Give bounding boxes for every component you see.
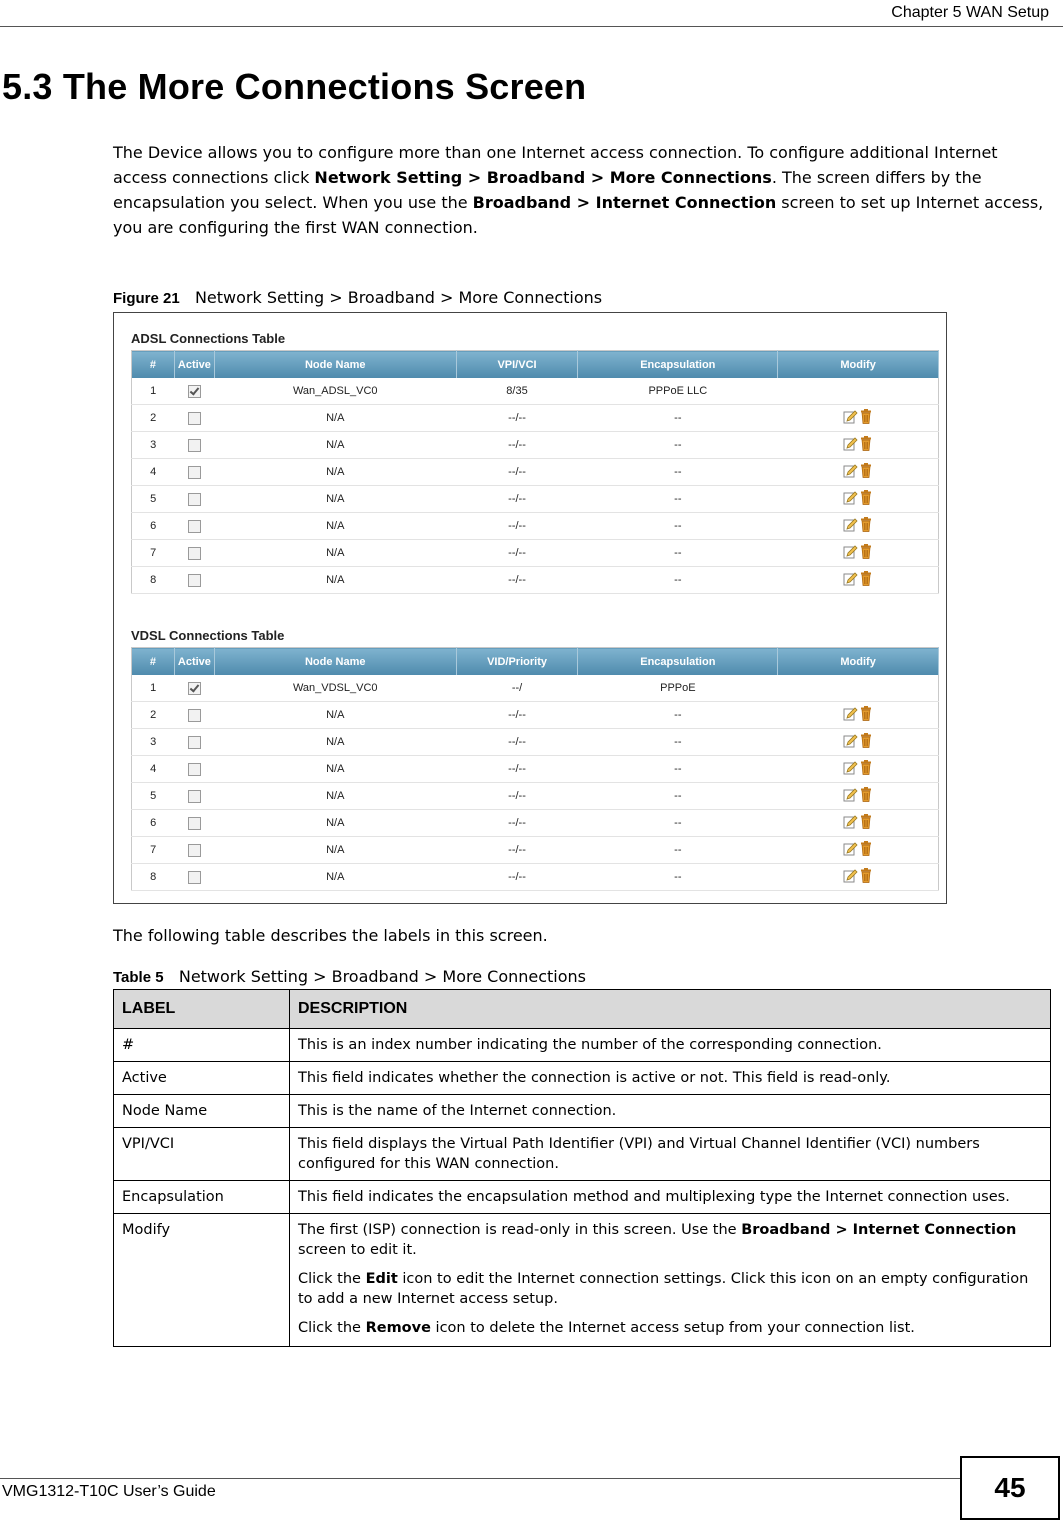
encapsulation-value: --	[578, 756, 778, 783]
figure-label: Figure 21	[113, 290, 180, 307]
vpi-vci-value: --/--	[456, 567, 578, 594]
trash-icon[interactable]	[860, 706, 872, 724]
row-number: 6	[132, 513, 175, 540]
connection-row	[132, 702, 939, 729]
col-header-active: Active	[174, 351, 214, 379]
footer-rule	[0, 1478, 960, 1479]
active-cell	[174, 783, 214, 810]
encapsulation-value: --	[578, 567, 778, 594]
vpi-vci-value: 8/35	[456, 378, 578, 405]
row-label: Modify	[114, 1214, 290, 1347]
section-title: 5.3 The More Connections Screen	[2, 66, 587, 107]
col-header-modify: Modify	[778, 648, 939, 676]
active-checkbox	[188, 763, 201, 776]
table-label: Table 5	[113, 969, 164, 986]
active-checkbox	[188, 574, 201, 587]
bold-text: Remove	[365, 1320, 431, 1336]
row-number: 6	[132, 810, 175, 837]
encapsulation-value: PPPoE	[578, 675, 778, 702]
modify-paragraph-3	[298, 1318, 1042, 1338]
active-checkbox	[188, 412, 201, 425]
col-header-node-name: Node Name	[214, 648, 456, 676]
active-cell	[174, 810, 214, 837]
modify-cell	[778, 459, 939, 486]
row-number: 2	[132, 405, 175, 432]
edit-icon[interactable]	[843, 545, 858, 562]
text: Click the	[298, 1320, 366, 1336]
connection-row	[132, 459, 939, 486]
trash-icon[interactable]	[860, 868, 872, 886]
vpi-vci-value: --/--	[456, 864, 578, 891]
edit-icon[interactable]	[843, 788, 858, 805]
text: screen to edit it.	[298, 1242, 417, 1258]
trash-icon[interactable]	[860, 409, 872, 427]
row-description	[290, 1214, 1051, 1347]
trash-icon[interactable]	[860, 787, 872, 805]
row-number: 4	[132, 756, 175, 783]
col-header-number: #	[132, 351, 175, 379]
modify-cell	[778, 810, 939, 837]
text: icon to edit the Internet connection settings. Click this icon on an empty configuration to add a new Internet access setup.	[298, 1271, 1029, 1307]
row-number: 1	[132, 378, 175, 405]
active-checkbox	[188, 709, 201, 722]
edit-icon[interactable]	[843, 707, 858, 724]
modify-cell	[778, 405, 939, 432]
vpi-vci-value: --/--	[456, 756, 578, 783]
row-label: #	[114, 1029, 290, 1062]
modify-cell	[778, 675, 939, 702]
node-name: N/A	[214, 756, 456, 783]
active-checkbox	[188, 682, 201, 695]
trash-icon[interactable]	[860, 841, 872, 859]
modify-cell	[778, 783, 939, 810]
vpi-vci-value: --/--	[456, 702, 578, 729]
active-checkbox	[188, 493, 201, 506]
edit-icon[interactable]	[843, 410, 858, 427]
vdsl-connections-table	[131, 647, 939, 891]
encapsulation-value: --	[578, 405, 778, 432]
label-description-table	[113, 989, 1051, 1347]
active-checkbox	[188, 520, 201, 533]
intro-bold-2: Broadband > Internet Connection	[472, 193, 777, 212]
row-number: 3	[132, 432, 175, 459]
figure-caption	[113, 288, 602, 307]
row-label: Encapsulation	[114, 1181, 290, 1214]
table-intro-sentence: The following table describes the labels in this screen.	[113, 926, 548, 945]
encapsulation-value: --	[578, 729, 778, 756]
active-cell	[174, 513, 214, 540]
connection-row	[132, 783, 939, 810]
connection-row	[132, 837, 939, 864]
table-row	[114, 1214, 1051, 1347]
encapsulation-value: --	[578, 432, 778, 459]
trash-icon[interactable]	[860, 760, 872, 778]
encapsulation-value: --	[578, 810, 778, 837]
modify-cell	[778, 729, 939, 756]
active-cell	[174, 432, 214, 459]
bold-text: Edit	[365, 1271, 398, 1287]
node-name: N/A	[214, 864, 456, 891]
row-description: This field displays the Virtual Path Identifier (VPI) and Virtual Channel Identifier (VCI) numbers configured for this WAN connection.	[290, 1128, 1051, 1181]
modify-cell	[778, 864, 939, 891]
screenshot-figure	[113, 312, 947, 904]
label-header: LABEL	[114, 990, 290, 1029]
connection-row	[132, 432, 939, 459]
active-checkbox	[188, 871, 201, 884]
col-header-vpi-vci: VPI/VCI	[456, 351, 578, 379]
row-number: 5	[132, 486, 175, 513]
connection-row	[132, 378, 939, 405]
row-description: This field indicates the encapsulation method and multiplexing type the Internet connection uses.	[290, 1181, 1051, 1214]
node-name: N/A	[214, 432, 456, 459]
active-cell	[174, 702, 214, 729]
trash-icon[interactable]	[860, 814, 872, 832]
col-header-encapsulation: Encapsulation	[578, 351, 778, 379]
edit-icon[interactable]	[843, 815, 858, 832]
row-label: Active	[114, 1062, 290, 1095]
row-description: This is the name of the Internet connection.	[290, 1095, 1051, 1128]
active-cell	[174, 864, 214, 891]
table-row	[114, 1062, 1051, 1095]
col-header-node-name: Node Name	[214, 351, 456, 379]
text: The first (ISP) connection is read-only in this screen. Use the	[298, 1222, 742, 1238]
col-header-active: Active	[174, 648, 214, 676]
trash-icon[interactable]	[860, 571, 872, 589]
active-cell	[174, 729, 214, 756]
active-cell	[174, 486, 214, 513]
encapsulation-value: PPPoE LLC	[578, 378, 778, 405]
row-number: 3	[132, 729, 175, 756]
node-name: N/A	[214, 837, 456, 864]
connection-row	[132, 486, 939, 513]
modify-cell	[778, 432, 939, 459]
modify-cell	[778, 540, 939, 567]
active-cell	[174, 837, 214, 864]
encapsulation-value: --	[578, 540, 778, 567]
modify-cell	[778, 756, 939, 783]
text: icon to delete the Internet access setup from your connection list.	[430, 1320, 915, 1336]
modify-paragraph-2	[298, 1269, 1042, 1309]
description-header: DESCRIPTION	[290, 990, 1051, 1029]
active-cell	[174, 378, 214, 405]
edit-icon[interactable]	[843, 761, 858, 778]
connection-row	[132, 810, 939, 837]
active-cell	[174, 459, 214, 486]
modify-cell	[778, 702, 939, 729]
col-header-modify: Modify	[778, 351, 939, 379]
vpi-vci-value: --/--	[456, 810, 578, 837]
text: Click the	[298, 1271, 366, 1287]
node-name: Wan_VDSL_VC0	[214, 675, 456, 702]
vpi-vci-value: --/--	[456, 459, 578, 486]
active-checkbox	[188, 844, 201, 857]
encapsulation-value: --	[578, 459, 778, 486]
edit-icon[interactable]	[843, 869, 858, 886]
encapsulation-value: --	[578, 864, 778, 891]
table-row	[114, 1029, 1051, 1062]
active-checkbox	[188, 817, 201, 830]
adsl-connections-table	[131, 350, 939, 594]
active-checkbox	[188, 466, 201, 479]
vpi-vci-value: --/--	[456, 837, 578, 864]
modify-cell	[778, 513, 939, 540]
intro-paragraph	[113, 140, 1053, 240]
trash-icon[interactable]	[860, 490, 872, 508]
col-header-encapsulation: Encapsulation	[578, 648, 778, 676]
active-checkbox	[188, 736, 201, 749]
page-number: 45	[960, 1456, 1060, 1520]
encapsulation-value: --	[578, 702, 778, 729]
trash-icon[interactable]	[860, 517, 872, 535]
edit-icon[interactable]	[843, 572, 858, 589]
encapsulation-value: --	[578, 783, 778, 810]
node-name: N/A	[214, 810, 456, 837]
trash-icon[interactable]	[860, 544, 872, 562]
node-name: Wan_ADSL_VC0	[214, 378, 456, 405]
connection-row	[132, 675, 939, 702]
intro-text-1: The Device allows you to configure more than one Internet access connection. To configure additional Internet access connections click	[113, 143, 998, 187]
connection-row	[132, 405, 939, 432]
col-header-vid-priority: VID/Priority	[456, 648, 578, 676]
active-cell	[174, 405, 214, 432]
bold-text: Broadband > Internet Connection	[741, 1222, 1017, 1238]
node-name: N/A	[214, 486, 456, 513]
modify-paragraph-1	[298, 1220, 1042, 1260]
connection-row	[132, 729, 939, 756]
header-rule	[0, 26, 1063, 27]
col-header-number: #	[132, 648, 175, 676]
vpi-vci-value: --/--	[456, 432, 578, 459]
vpi-vci-value: --/	[456, 675, 578, 702]
edit-icon[interactable]	[843, 734, 858, 751]
row-number: 5	[132, 783, 175, 810]
row-number: 4	[132, 459, 175, 486]
active-cell	[174, 756, 214, 783]
connection-row	[132, 540, 939, 567]
vpi-vci-value: --/--	[456, 540, 578, 567]
encapsulation-value: --	[578, 486, 778, 513]
connection-row	[132, 513, 939, 540]
active-checkbox	[188, 385, 201, 398]
active-cell	[174, 567, 214, 594]
active-cell	[174, 540, 214, 567]
connection-row	[132, 756, 939, 783]
active-checkbox	[188, 790, 201, 803]
edit-icon[interactable]	[843, 464, 858, 481]
node-name: N/A	[214, 405, 456, 432]
row-number: 7	[132, 837, 175, 864]
row-number: 2	[132, 702, 175, 729]
connection-row	[132, 864, 939, 891]
row-number: 7	[132, 540, 175, 567]
row-description: This is an index number indicating the number of the corresponding connection.	[290, 1029, 1051, 1062]
intro-text-2: . The screen differs by the encapsulation you select. When you use the	[113, 168, 982, 212]
adsl-table-title: ADSL Connections Table	[131, 331, 286, 346]
edit-icon[interactable]	[843, 842, 858, 859]
modify-cell	[778, 486, 939, 513]
vpi-vci-value: --/--	[456, 405, 578, 432]
node-name: N/A	[214, 540, 456, 567]
chapter-header: Chapter 5 WAN Setup	[891, 4, 1049, 21]
row-number: 8	[132, 864, 175, 891]
vpi-vci-value: --/--	[456, 783, 578, 810]
vpi-vci-value: --/--	[456, 729, 578, 756]
edit-icon[interactable]	[843, 518, 858, 535]
row-label: VPI/VCI	[114, 1128, 290, 1181]
vdsl-table-title: VDSL Connections Table	[131, 628, 285, 643]
node-name: N/A	[214, 702, 456, 729]
node-name: N/A	[214, 729, 456, 756]
table-caption	[113, 967, 586, 986]
table-row	[114, 1128, 1051, 1181]
intro-bold-1: Network Setting > Broadband > More Connections	[314, 168, 772, 187]
row-description: This field indicates whether the connection is active or not. This field is read-only.	[290, 1062, 1051, 1095]
vpi-vci-value: --/--	[456, 513, 578, 540]
trash-icon[interactable]	[860, 733, 872, 751]
table-caption-text: Network Setting > Broadband > More Connections	[178, 967, 587, 986]
edit-icon[interactable]	[843, 491, 858, 508]
modify-cell	[778, 567, 939, 594]
connection-row	[132, 567, 939, 594]
node-name: N/A	[214, 459, 456, 486]
edit-icon[interactable]	[843, 437, 858, 454]
intro-text-3: screen to set up Internet access, you are configuring the first WAN connection.	[113, 193, 1044, 237]
table-row	[114, 1181, 1051, 1214]
active-cell	[174, 675, 214, 702]
encapsulation-value: --	[578, 837, 778, 864]
modify-cell	[778, 837, 939, 864]
active-checkbox	[188, 547, 201, 560]
node-name: N/A	[214, 783, 456, 810]
guide-title: VMG1312-T10C User’s Guide	[2, 1483, 216, 1500]
trash-icon[interactable]	[860, 463, 872, 481]
vpi-vci-value: --/--	[456, 486, 578, 513]
row-number: 1	[132, 675, 175, 702]
encapsulation-value: --	[578, 513, 778, 540]
trash-icon[interactable]	[860, 436, 872, 454]
row-label: Node Name	[114, 1095, 290, 1128]
table-row	[114, 1095, 1051, 1128]
row-number: 8	[132, 567, 175, 594]
active-checkbox	[188, 439, 201, 452]
modify-cell	[778, 378, 939, 405]
node-name: N/A	[214, 513, 456, 540]
node-name: N/A	[214, 567, 456, 594]
figure-caption-text: Network Setting > Broadband > More Connections	[194, 288, 603, 307]
